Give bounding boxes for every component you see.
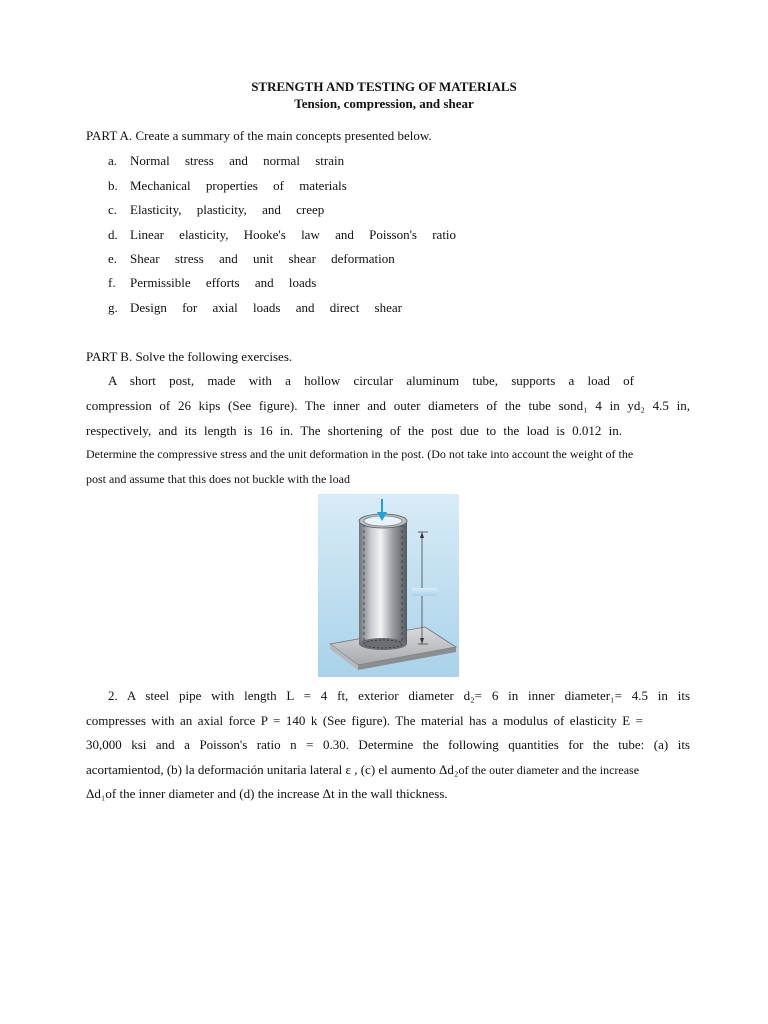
list-marker: a. bbox=[108, 153, 118, 168]
post-figure bbox=[318, 494, 459, 677]
list-text: Elasticity, plasticity, and creep bbox=[130, 202, 325, 217]
list-item bbox=[108, 178, 347, 194]
list-item bbox=[108, 202, 324, 218]
exercise-2-line-part: acortamientod, (b) la deformación unitaria lateral ε , (c) el aumento Δd₂ bbox=[86, 762, 459, 777]
list-text: Design for axial loads and direct shear bbox=[130, 300, 402, 315]
list-text: Mechanical properties of materials bbox=[130, 178, 347, 193]
part-a-intro: PART A. Create a summary of the main concepts presented below. bbox=[86, 128, 432, 143]
list-marker: c. bbox=[108, 202, 118, 217]
exercise-2-line bbox=[86, 762, 690, 778]
list-text: Permissible efforts and loads bbox=[130, 275, 317, 290]
exercise-1-line: Determine the compressive stress and the unit deformation in the post. (Do not take into account the weight of the bbox=[86, 447, 634, 461]
list-marker: e. bbox=[108, 251, 118, 266]
list-item bbox=[108, 227, 456, 243]
exercise-2-line: compresses with an axial force P = 140 k (See figure). The material has a modulus of elasticity E = bbox=[86, 713, 643, 728]
exercise-2-line: 30,000 ksi and a Poisson's ratio n = 0.30. Determine the following quantities for the tube: (a) its bbox=[86, 737, 690, 752]
dimension-label-backdrop bbox=[412, 588, 437, 596]
tube-bottom bbox=[359, 638, 407, 650]
document-title: STRENGTH AND TESTING OF MATERIALS bbox=[251, 79, 517, 94]
list-item bbox=[108, 153, 344, 169]
list-text: Normal stress and normal strain bbox=[130, 153, 345, 168]
part-b-intro: PART B. Solve the following exercises. bbox=[86, 349, 293, 364]
list-item bbox=[108, 275, 316, 291]
post-diagram bbox=[318, 494, 459, 677]
exercise-2-line: 2. A steel pipe with length L = 4 ft, exterior diameter d₂= 6 in inner diameter₁= 4.5 in its bbox=[108, 688, 690, 703]
tube-body bbox=[359, 521, 407, 644]
list-marker: d. bbox=[108, 227, 118, 242]
list-item bbox=[108, 251, 395, 267]
document-subtitle: Tension, compression, and shear bbox=[294, 96, 474, 111]
exercise-1-line: compression of 26 kips (See figure). The inner and outer diameters of the tube sond₁ 4 in yd₂ 4.5 in, bbox=[86, 398, 690, 413]
exercise-2-line: Δd₁of the inner diameter and (d) the increase Δt in the wall thickness. bbox=[86, 786, 448, 801]
list-item bbox=[108, 300, 402, 316]
exercise-1-line: respectively, and its length is 16 in. The shortening of the post due to the load is 0.012 in. bbox=[86, 423, 622, 438]
list-text: Shear stress and unit shear deformation bbox=[130, 251, 395, 266]
exercise-2-line-part: of the outer diameter and the increase bbox=[458, 763, 640, 777]
list-text: Linear elasticity, Hooke's law and Poisson's ratio bbox=[130, 227, 457, 242]
list-marker: g. bbox=[108, 300, 118, 315]
exercise-1-line: post and assume that this does not buckle with the load bbox=[86, 472, 350, 486]
list-marker: f. bbox=[108, 275, 116, 290]
exercise-1-line: A short post, made with a hollow circular aluminum tube, supports a load of bbox=[108, 373, 634, 388]
list-marker: b. bbox=[108, 178, 118, 193]
